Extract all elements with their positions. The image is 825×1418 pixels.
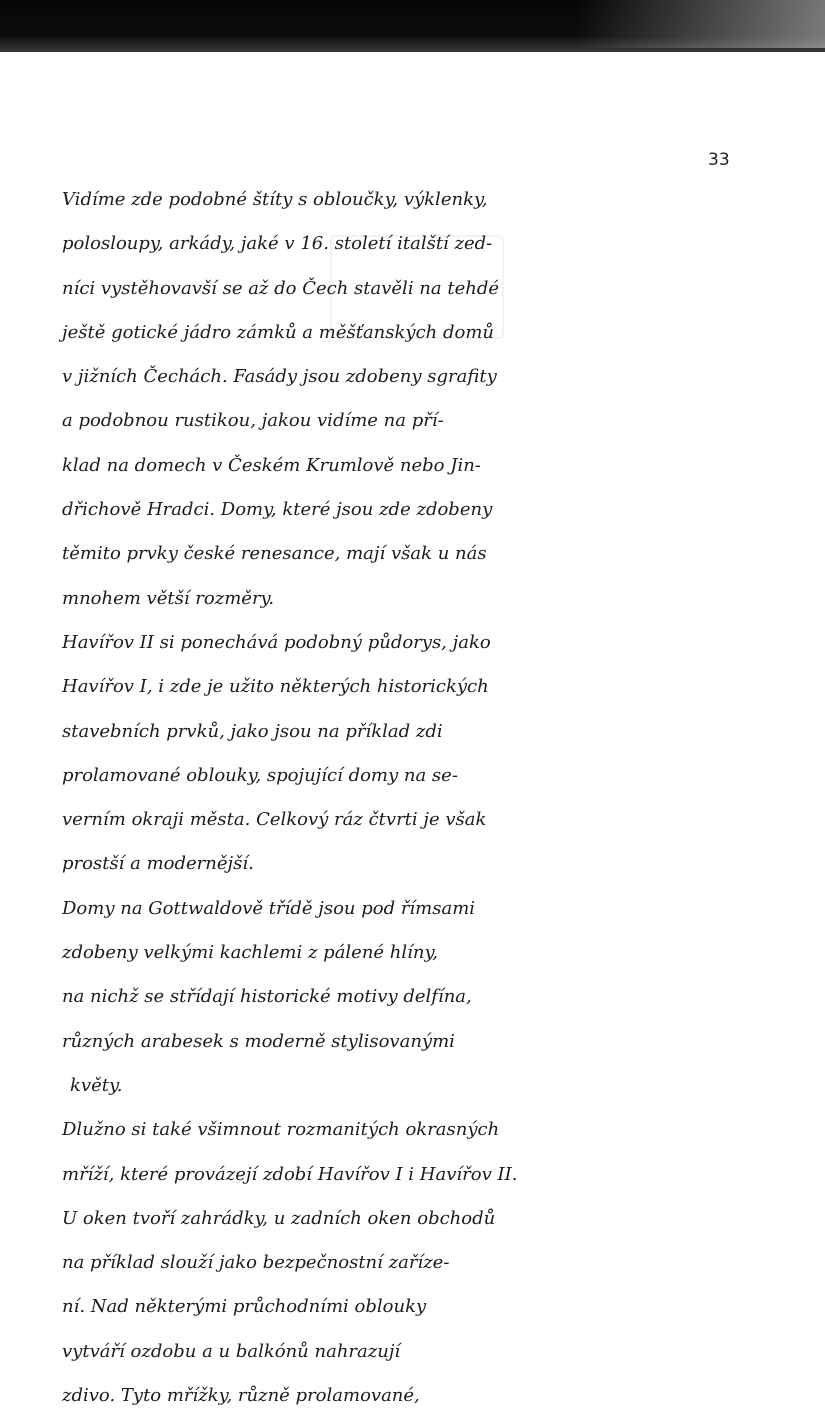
text-line-24: U oken tvoří zahrádky, u zadních oken obchodů	[62, 1207, 496, 1229]
text-line-9: těmito prvky české renesance, mají však u nás	[62, 543, 487, 565]
text-line-4: ještě gotické jádro zámků a měšťanských domů	[62, 321, 494, 343]
text-line-20: různých arabesek s moderně stylisovanými	[62, 1030, 455, 1052]
text-line-1: Vidíme zde podobné štíty s obloučky, výklenky,	[62, 189, 488, 210]
text-line-3: níci vystěhovavší se až do Čech stavěli na tehdé	[62, 277, 499, 299]
handwritten-text	[62, 178, 752, 1418]
text-line-16: prostší a modernější.	[62, 853, 254, 875]
text-line-25: na příklad slouží jako bezpečnostní zaříze-	[62, 1252, 450, 1274]
text-line-28: zdivo. Tyto mřížky, různě prolamované,	[62, 1385, 420, 1407]
text-line-26: ní. Nad některými průchodními oblouky	[62, 1296, 427, 1318]
text-line-13: stavebních prvků, jako jsou na příklad zdi	[62, 720, 443, 742]
text-line-8: dřichově Hradci. Domy, které jsou zde zdobeny	[62, 499, 493, 521]
text-line-15: verním okraji města. Celkový ráz čtvrti je však	[62, 809, 487, 831]
text-line-22: Dlužno si také všimnout rozmanitých okrasných	[62, 1119, 500, 1141]
text-line-27: vytváří ozdobu a u balkónů nahrazují	[62, 1340, 401, 1362]
text-line-7: klad na domech v Českém Krumlově nebo Jin-	[62, 454, 481, 476]
text-line-19: na nichž se střídají historické motivy delfína,	[62, 986, 472, 1008]
text-line-14: prolamované oblouky, spojující domy na se-	[62, 764, 458, 786]
text-line-21: květy.	[70, 1074, 123, 1096]
page-number: 33	[708, 150, 730, 170]
text-line-5: v jižních Čechách. Fasády jsou zdobeny sgrafity	[62, 366, 497, 388]
text-line-23: mříží, které provázejí zdobí Havířov I i Havířov II.	[62, 1163, 518, 1185]
text-line-10: mnohem větší rozměry.	[62, 587, 275, 609]
scan-edge-highlight	[575, 0, 825, 48]
text-line-12: Havířov I, i zde je užito některých historických	[62, 676, 489, 698]
text-line-18: zdobeny velkými kachlemi z pálené hlíny,	[62, 942, 439, 964]
text-line-6: a podobnou rustikou, jakou vidíme na pří-	[62, 410, 444, 432]
text-line-11: Havířov II si ponechává podobný půdorys, jako	[62, 631, 491, 653]
text-line-17: Domy na Gottwaldově třídě jsou pod římsami	[62, 897, 476, 919]
text-line-2: polosloupy, arkády, jaké v 16. století italští zed-	[62, 233, 493, 255]
